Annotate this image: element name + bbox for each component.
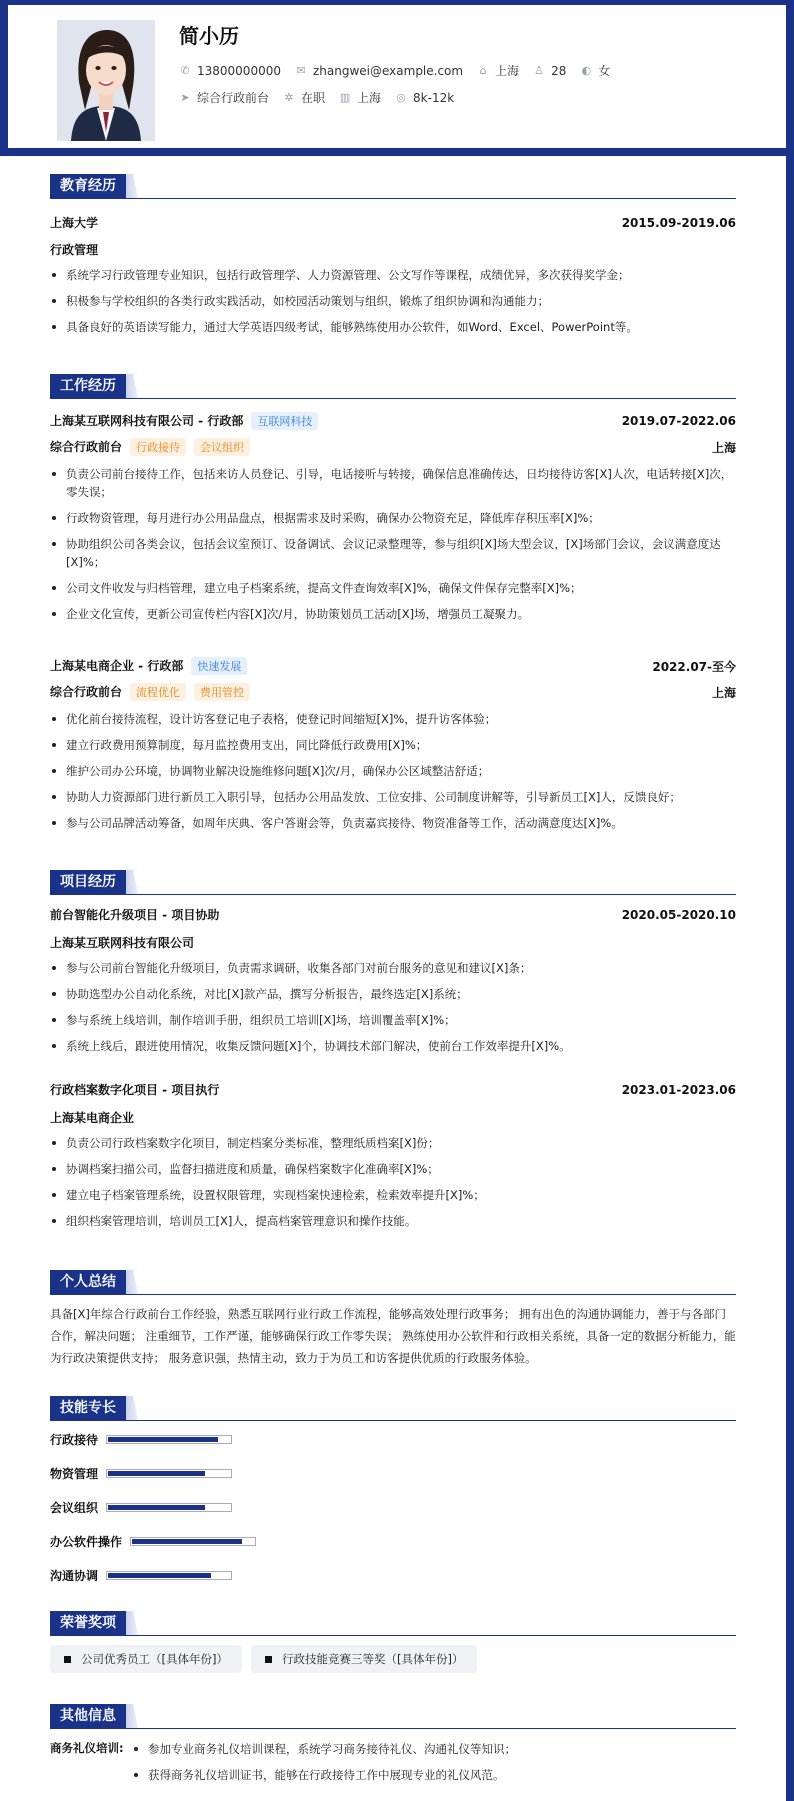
section-header bbox=[50, 1611, 736, 1635]
list-item: 建立电子档案管理系统，设置权限管理，实现档案快速检索，检索效率提升[X]%； bbox=[50, 1186, 736, 1204]
company-tag: 快速发展 bbox=[191, 657, 247, 675]
header-divider bbox=[0, 148, 794, 156]
section-projects bbox=[50, 870, 736, 1228]
list-item: 参与公司前台智能化升级项目，负责需求调研，收集各部门对前台服务的意见和建议[X]条； bbox=[50, 959, 736, 977]
awards-list bbox=[50, 1645, 736, 1673]
school-name: 上海大学 bbox=[50, 216, 99, 230]
job-header-row bbox=[50, 412, 736, 430]
award-item bbox=[50, 1645, 242, 1673]
project-org-row bbox=[50, 934, 736, 951]
other-label: 商务礼仪培训: bbox=[50, 1741, 124, 1755]
list-item: 优化前台接待流程，设计访客登记电子表格，使登记时间缩短[X]%，提升访客体验； bbox=[50, 710, 736, 728]
contact-row bbox=[179, 62, 624, 79]
summary-text: 具备[X]年综合行政前台工作经验，熟悉互联网行业行政工作流程，能够高效处理行政事务； 拥有出色的沟通协调能力，善于与各部门合作，解决问题； 注重细节，工作严谨，能够确保行政工作零失误； 熟练使用办公软件和行政相关系统，具备一定的数据分析能力，能为行政决策提供支持； 服务意识强，热情主动，致力于为员工和访客提供优质的行政服务体验。 bbox=[50, 1307, 736, 1365]
city-item bbox=[339, 89, 381, 106]
project-header-row bbox=[50, 906, 736, 923]
education-header-row bbox=[50, 214, 736, 231]
skill-fill bbox=[108, 1437, 218, 1442]
list-item: 系统上线后，跟进使用情况，收集反馈问题[X]个，协调技术部门解决，使前台工作效率提升[X]%。 bbox=[50, 1037, 736, 1055]
skill-tag: 费用管控 bbox=[194, 683, 250, 701]
list-item: 具备良好的英语读写能力，通过大学英语四级考试，能够熟练使用办公软件，如Word、Excel、PowerPoint等。 bbox=[50, 318, 736, 336]
role-line bbox=[50, 683, 250, 701]
skill-tag: 流程优化 bbox=[130, 683, 186, 701]
salary-text: 8k-12k bbox=[413, 90, 455, 105]
major-name: 行政管理 bbox=[50, 243, 99, 257]
section-other bbox=[50, 1704, 736, 1782]
list-item: 参与公司品牌活动筹备，如周年庆典、客户答谢会等，负责嘉宾接待、物资准备等工作，活动满意度达[X]%。 bbox=[50, 814, 736, 832]
section-title: 技能专长 bbox=[50, 1396, 126, 1420]
coin-icon: ◎ bbox=[396, 90, 406, 104]
skill-bar bbox=[106, 1503, 232, 1512]
section-header bbox=[50, 870, 736, 894]
section-title: 教育经历 bbox=[50, 174, 126, 198]
candidate-name: 简小历 bbox=[179, 24, 239, 48]
list-item: 行政物资管理，每月进行办公用品盘点，根据需求及时采购，确保办公物资充足，降低库存积压率[X]%； bbox=[50, 509, 736, 527]
section-rule bbox=[50, 1294, 736, 1295]
send-icon: ➤ bbox=[180, 90, 190, 104]
list-item: 组织档案管理培训，培训员工[X]人，提高档案管理意识和操作技能。 bbox=[50, 1212, 736, 1230]
section-title: 个人总结 bbox=[50, 1270, 126, 1294]
job-location: 上海 bbox=[711, 685, 736, 700]
frame-right bbox=[786, 0, 794, 1801]
job-period: 2022.07-至今 bbox=[652, 659, 736, 674]
section-header bbox=[50, 1396, 736, 1420]
job-bullets bbox=[50, 710, 736, 832]
section-rule bbox=[50, 1728, 736, 1729]
location-text: 上海 bbox=[495, 64, 520, 78]
section-header bbox=[50, 174, 736, 198]
section-header bbox=[50, 374, 736, 398]
section-rule bbox=[50, 1420, 736, 1421]
award-text: 公司优秀员工（[具体年份]） bbox=[81, 1652, 228, 1666]
section-skills bbox=[50, 1396, 736, 1583]
section-rule bbox=[50, 198, 736, 199]
email-text: zhangwei@example.com bbox=[312, 63, 464, 78]
project-bullets bbox=[50, 1134, 736, 1230]
square-bullet-icon bbox=[64, 1656, 71, 1663]
project-period: 2023.01-2023.06 bbox=[621, 1082, 736, 1097]
project-org: 上海某互联网科技有限公司 bbox=[50, 936, 195, 950]
section-title: 其他信息 bbox=[50, 1704, 126, 1728]
major-row bbox=[50, 241, 736, 258]
target-item bbox=[179, 89, 269, 106]
skill-row bbox=[50, 1567, 232, 1584]
section-rule bbox=[50, 1635, 736, 1636]
status-text: 在职 bbox=[301, 91, 326, 105]
company-name: 上海某电商企业 - 行政部 bbox=[50, 659, 184, 673]
project-org-row bbox=[50, 1109, 736, 1126]
mail-icon: ✉ bbox=[296, 63, 306, 77]
status-item bbox=[283, 89, 325, 106]
education-bullets bbox=[50, 266, 736, 336]
list-item: 协助组织公司各类会议，包括会议室预订、设备调试、会议记录整理等，参与组织[X]场大型会议，[X]场部门会议，会议满意度达[X]%； bbox=[50, 535, 736, 571]
profile-photo bbox=[57, 20, 155, 141]
skill-row bbox=[50, 1533, 256, 1550]
age-item bbox=[533, 64, 566, 78]
skill-fill bbox=[108, 1573, 211, 1578]
section-awards bbox=[50, 1611, 736, 1666]
skill-row bbox=[50, 1431, 232, 1448]
job-bullets bbox=[50, 465, 736, 623]
education-period: 2015.09-2019.06 bbox=[621, 215, 736, 230]
cake-icon: ♙ bbox=[534, 63, 545, 77]
email-item bbox=[295, 64, 463, 78]
list-item: 建立行政费用预算制度，每月监控费用支出，同比降低行政费用[X]%； bbox=[50, 736, 736, 754]
skill-name: 物资管理 bbox=[50, 1467, 99, 1481]
settings-icon: ✲ bbox=[284, 90, 294, 104]
section-rule bbox=[50, 894, 736, 895]
section-summary bbox=[50, 1270, 736, 1365]
other-bullets bbox=[132, 1740, 736, 1784]
project-period: 2020.05-2020.10 bbox=[621, 907, 736, 922]
phone-icon: ✆ bbox=[180, 63, 190, 77]
section-title: 项目经历 bbox=[50, 870, 126, 894]
skill-bar bbox=[106, 1469, 232, 1478]
award-item bbox=[251, 1645, 477, 1673]
skill-name: 办公软件操作 bbox=[50, 1535, 123, 1549]
skill-row bbox=[50, 1499, 232, 1516]
job-role-row bbox=[50, 683, 736, 701]
list-item: 获得商务礼仪培训证书，能够在行政接待工作中展现专业的礼仪风范。 bbox=[132, 1766, 736, 1784]
skill-bar bbox=[106, 1571, 232, 1580]
list-item: 参与系统上线培训，制作培训手册，组织员工培训[X]场，培训覆盖率[X]%； bbox=[50, 1011, 736, 1029]
list-item: 参加专业商务礼仪培训课程，系统学习商务接待礼仪、沟通礼仪等知识； bbox=[132, 1740, 736, 1758]
project-bullets bbox=[50, 959, 736, 1055]
location-item bbox=[477, 62, 519, 79]
section-education bbox=[50, 174, 736, 334]
section-header bbox=[50, 1704, 736, 1728]
section-rule bbox=[50, 398, 736, 399]
target-text: 综合行政前台 bbox=[197, 91, 270, 105]
list-item: 维护公司办公环境，协调物业解决设施维修问题[X]次/月，确保办公区域整洁舒适； bbox=[50, 762, 736, 780]
frame-left bbox=[0, 0, 8, 156]
role-name: 综合行政前台 bbox=[50, 440, 123, 454]
resume-header bbox=[8, 5, 786, 148]
skill-tag: 行政接待 bbox=[130, 438, 186, 456]
skill-fill bbox=[132, 1539, 242, 1544]
company-line bbox=[50, 657, 247, 675]
list-item: 协助人力资源部门进行新员工入职引导，包括办公用品发放、工位安排、公司制度讲解等，引导新员工[X]人，反馈良好； bbox=[50, 788, 736, 806]
gender-icon: ◐ bbox=[581, 63, 592, 77]
skill-name: 沟通协调 bbox=[50, 1569, 99, 1583]
list-item: 公司文件收发与归档管理，建立电子档案系统，提高文件查询效率[X]%，确保文件保存完整率[X]%； bbox=[50, 579, 736, 597]
project-org: 上海某电商企业 bbox=[50, 1111, 135, 1125]
section-header bbox=[50, 1270, 736, 1294]
award-text: 行政技能竞赛三等奖（[具体年份]） bbox=[282, 1652, 464, 1666]
list-item: 负责公司行政档案数字化项目，制定档案分类标准，整理纸质档案[X]份； bbox=[50, 1134, 736, 1152]
company-name: 上海某互联网科技有限公司 - 行政部 bbox=[50, 414, 244, 428]
skill-tag: 会议组织 bbox=[194, 438, 250, 456]
square-bullet-icon bbox=[265, 1656, 272, 1663]
phone-text: 13800000000 bbox=[197, 63, 281, 78]
list-item: 系统学习行政管理专业知识，包括行政管理学、人力资源管理、公文写作等课程，成绩优异，多次获得奖学金； bbox=[50, 266, 736, 284]
skill-fill bbox=[108, 1505, 205, 1510]
city-text: 上海 bbox=[357, 91, 382, 105]
phone-item bbox=[179, 64, 281, 78]
job-role-row bbox=[50, 438, 736, 456]
list-item: 负责公司前台接待工作，包括来访人员登记、引导，电话接听与转接，确保信息准确传达，日均接待访客[X]人次，电话转接[X]次，零失误； bbox=[50, 465, 736, 501]
skill-name: 会议组织 bbox=[50, 1501, 99, 1515]
skill-bar bbox=[106, 1435, 232, 1444]
company-tag: 互联网科技 bbox=[251, 412, 318, 430]
section-title: 荣誉奖项 bbox=[50, 1611, 126, 1635]
job-period: 2019.07-2022.06 bbox=[621, 414, 736, 428]
role-name: 综合行政前台 bbox=[50, 685, 123, 699]
list-item: 协助选型办公自动化系统，对比[X]款产品，撰写分析报告，最终选定[X]系统； bbox=[50, 985, 736, 1003]
project-name: 前台智能化升级项目 - 项目协助 bbox=[50, 908, 220, 922]
skill-bar bbox=[130, 1537, 256, 1546]
company-line bbox=[50, 412, 318, 430]
section-work bbox=[50, 374, 736, 830]
project-header-row bbox=[50, 1081, 736, 1098]
building-icon: ▥ bbox=[339, 90, 351, 104]
age-text: 28 bbox=[551, 63, 567, 78]
skill-row bbox=[50, 1465, 232, 1482]
salary-item bbox=[395, 91, 454, 105]
list-item: 积极参与学校组织的各类行政实践活动，如校园活动策划与组织，锻炼了组织协调和沟通能力； bbox=[50, 292, 736, 310]
role-line bbox=[50, 438, 250, 456]
job-location: 上海 bbox=[711, 440, 736, 455]
gender-text: 女 bbox=[598, 64, 611, 78]
job-header-row bbox=[50, 657, 736, 675]
gender-item bbox=[580, 62, 610, 79]
job-intent-row bbox=[179, 89, 468, 106]
project-name: 行政档案数字化项目 - 项目执行 bbox=[50, 1083, 220, 1097]
section-title: 工作经历 bbox=[50, 374, 126, 398]
list-item: 协调档案扫描公司，监督扫描进度和质量，确保档案数字化准确率[X]%； bbox=[50, 1160, 736, 1178]
home-icon: ⌂ bbox=[479, 63, 487, 77]
skill-fill bbox=[108, 1471, 205, 1476]
list-item: 企业文化宣传，更新公司宣传栏内容[X]次/月，协助策划员工活动[X]场，增强员工凝聚力。 bbox=[50, 605, 736, 623]
skill-name: 行政接待 bbox=[50, 1433, 99, 1447]
